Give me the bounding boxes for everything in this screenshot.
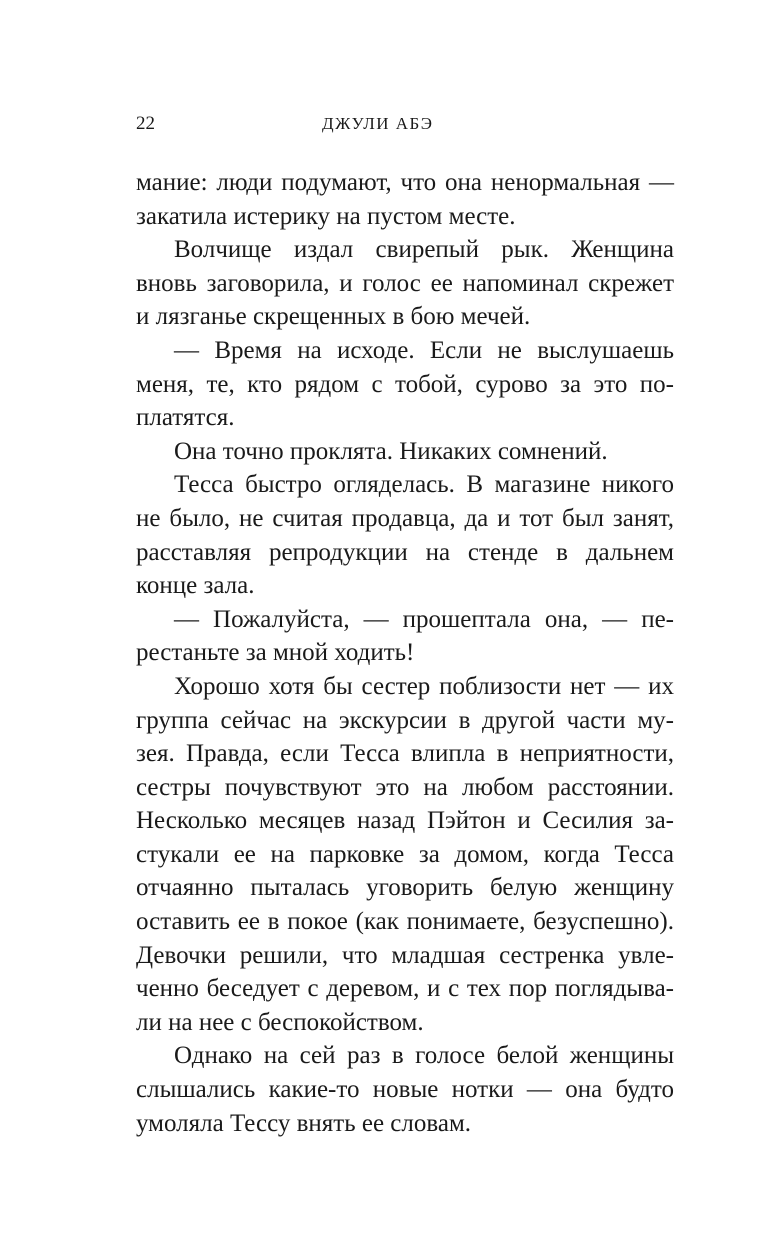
text-line: Волчище издал свирепый рык. Женщина <box>174 236 674 264</box>
text-line: Несколько месяцев назад Пэйтон и Сесилия за- <box>136 807 674 835</box>
text-line: рестаньте за мной ходить! <box>136 639 415 667</box>
text-line: оставить ее в покое (как понимаете, безуспешно). <box>136 908 674 936</box>
text-line: закатила истерику на пустом месте. <box>136 202 516 230</box>
text-line: Девочки решили, что младшая сестренка увле- <box>136 941 674 969</box>
text-line: ли на нее с беспокойством. <box>136 1008 424 1036</box>
text-line: слышались какие-то новые нотки — она будто <box>136 1076 674 1104</box>
text-line: сестры почувствуют это на любом расстоянии. <box>136 773 674 801</box>
page-number: 22 <box>136 113 155 134</box>
text-line: вновь заговорила, и голос ее напоминал скрежет <box>136 269 674 297</box>
running-head <box>136 112 674 136</box>
text-line: умоляла Тессу внять ее словам. <box>136 1109 472 1137</box>
text-line: Хорошо хотя бы сестер поблизости нет — их <box>174 672 674 700</box>
text-line: и лязганье скрещенных в бою мечей. <box>136 303 531 331</box>
text-line: ченно беседует с деревом, и с тех пор поглядыва- <box>136 975 674 1003</box>
text-line: группа сейчас на экскурсии в другой части му- <box>136 706 674 734</box>
text-line: отчаянно пыталась уговорить белую женщину <box>136 874 674 902</box>
body-text <box>136 166 674 1140</box>
text-line: конце зала. <box>136 572 255 600</box>
text-line: платятся. <box>136 404 235 432</box>
text-line: не было, не считая продавца, да и тот был занят, <box>136 504 674 532</box>
text-line: — Пожалуйста, — прошептала она, — пе- <box>174 605 674 633</box>
text-line: меня, те, кто рядом с тобой, сурово за это по- <box>136 370 674 398</box>
text-line: Она точно проклята. Никаких сомнений. <box>174 437 608 465</box>
text-line: стукали ее на парковке за домом, когда Тесса <box>136 840 674 868</box>
running-head-author: ДЖУЛИ АБЭ <box>322 114 434 133</box>
text-line: мание: люди подумают, что она ненормальная — <box>136 169 674 196</box>
text-line: Тесса быстро огляделась. В магазине никого <box>174 471 674 499</box>
text-line: Однако на сей раз в голосе белой женщины <box>174 1042 674 1070</box>
text-line: зея. Правда, если Тесса влипла в неприятности, <box>136 740 674 768</box>
text-line: расставляя репродукции на стенде в дальнем <box>136 538 674 566</box>
text-line: — Время на исходе. Если не выслушаешь <box>174 336 674 364</box>
